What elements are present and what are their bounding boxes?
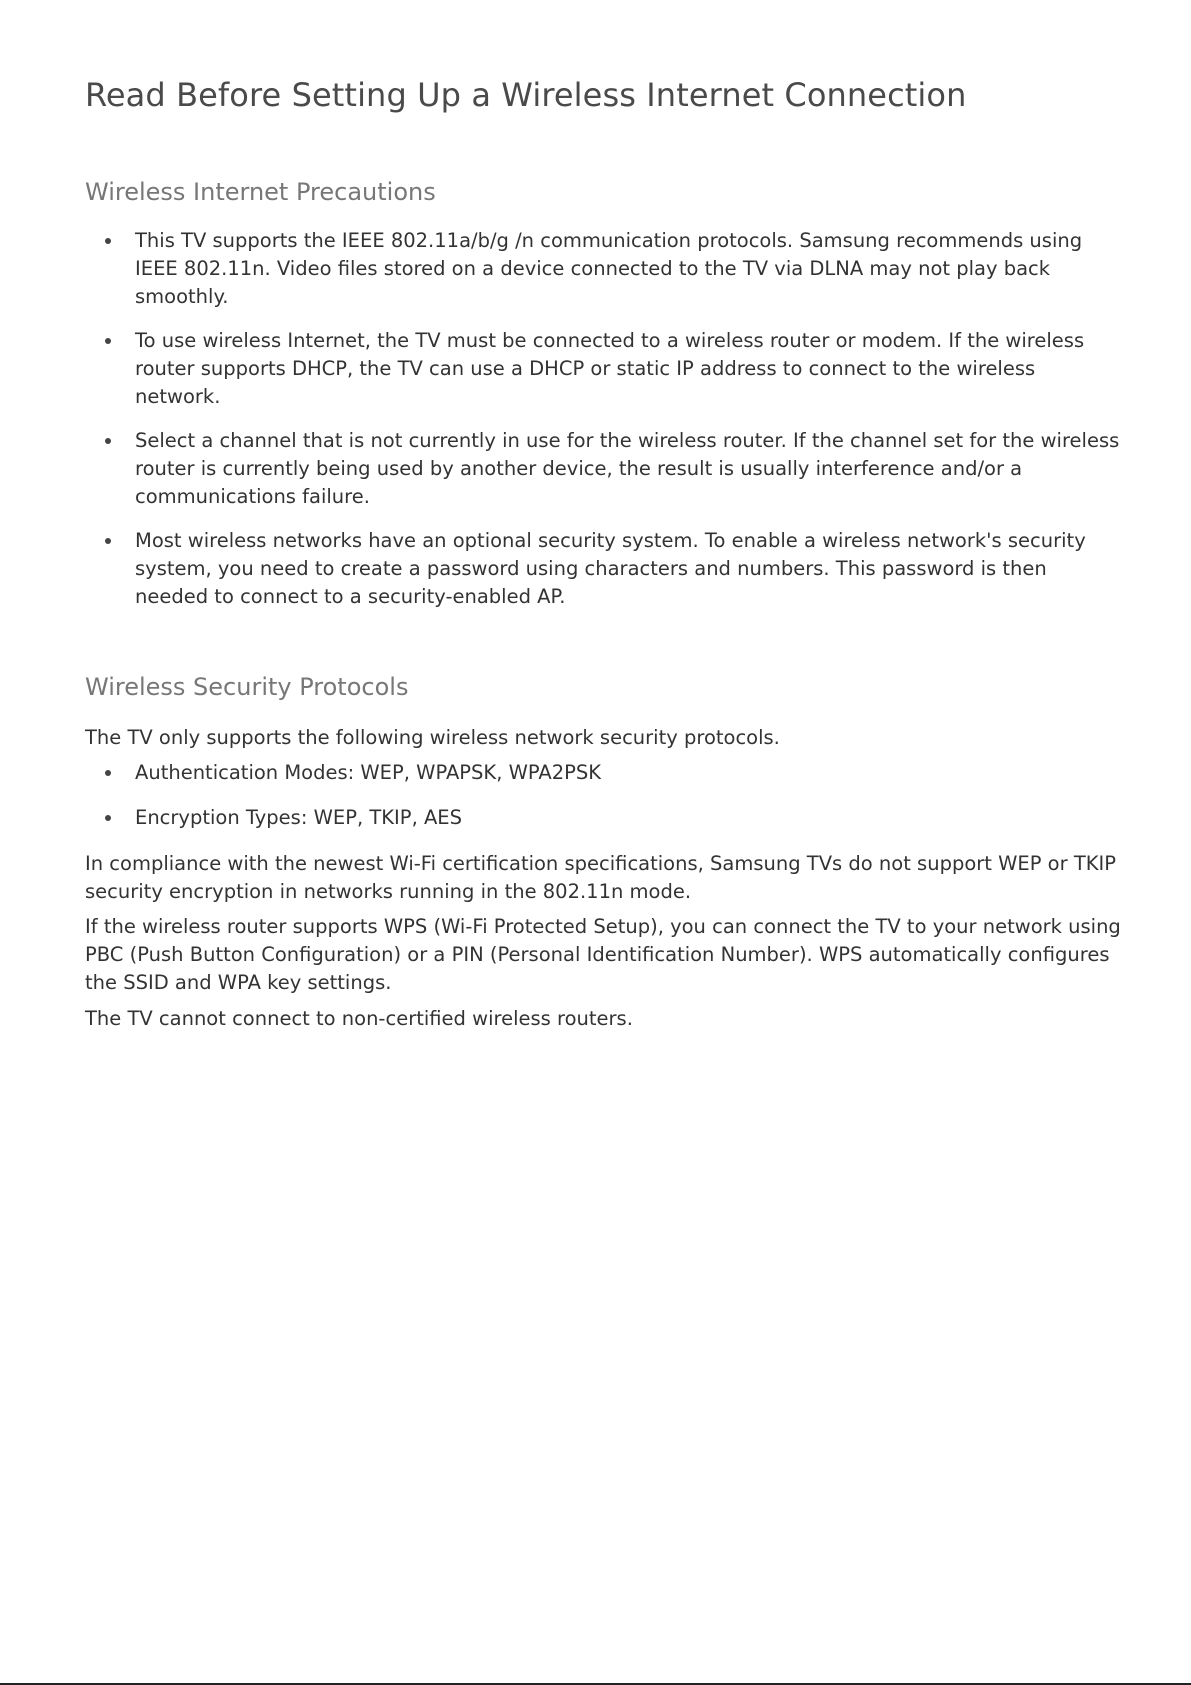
list-item	[85, 804, 1125, 832]
bullet-icon	[105, 770, 111, 776]
list-item-text: Select a channel that is not currently in use for the wireless router. If the channel set for the wireless router is currently being used by another device, the result is usually interference and/or a communications failure.	[135, 429, 1120, 508]
bullet-icon	[105, 538, 111, 544]
precautions-list	[85, 227, 1125, 627]
bullet-icon	[105, 338, 111, 344]
list-item	[85, 227, 1125, 311]
list-item-text: To use wireless Internet, the TV must be connected to a wireless router or modem. If the wireless router supports DHCP, the TV can use a DHCP or static IP address to connect to the wireless network.	[135, 329, 1085, 408]
protocols-list	[85, 759, 1125, 849]
list-item	[85, 759, 1125, 787]
bullet-icon	[105, 815, 111, 821]
bullet-icon	[105, 238, 111, 244]
list-item-text: Authentication Modes: WEP, WPAPSK, WPA2PSK	[135, 761, 602, 784]
list-item	[85, 427, 1125, 511]
page-title: Read Before Setting Up a Wireless Internet Connection	[85, 76, 967, 114]
wps-paragraph: If the wireless router supports WPS (Wi-Fi Protected Setup), you can connect the TV to your network using PBC (Push Button Configuration) or a PIN (Personal Identification Number). WPS automatically configures the SSID and WPA key settings.	[85, 915, 1121, 994]
compliance-paragraph: In compliance with the newest Wi-Fi certification specifications, Samsung TVs do not support WEP or TKIP security encryption in networks running in the 802.11n mode.	[85, 852, 1117, 903]
list-item-text: This TV supports the IEEE 802.11a/b/g /n communication protocols. Samsung recommends using IEEE 802.11n. Video files stored on a device connected to the TV via DLNA may not play back smoothly.	[135, 229, 1083, 308]
non-certified-paragraph: The TV cannot connect to non-certified wireless routers.	[85, 1007, 633, 1030]
list-item	[85, 327, 1125, 411]
protocols-intro: The TV only supports the following wireless network security protocols.	[85, 726, 780, 749]
section-heading-precautions: Wireless Internet Precautions	[85, 178, 436, 206]
bullet-icon	[105, 438, 111, 444]
list-item-text: Most wireless networks have an optional security system. To enable a wireless network's security system, you need to create a password using characters and numbers. This password is then needed to connect to a security-enabled AP.	[135, 529, 1086, 608]
list-item-text: Encryption Types: WEP, TKIP, AES	[135, 806, 463, 829]
list-item	[85, 527, 1125, 611]
section-heading-protocols: Wireless Security Protocols	[85, 673, 409, 701]
